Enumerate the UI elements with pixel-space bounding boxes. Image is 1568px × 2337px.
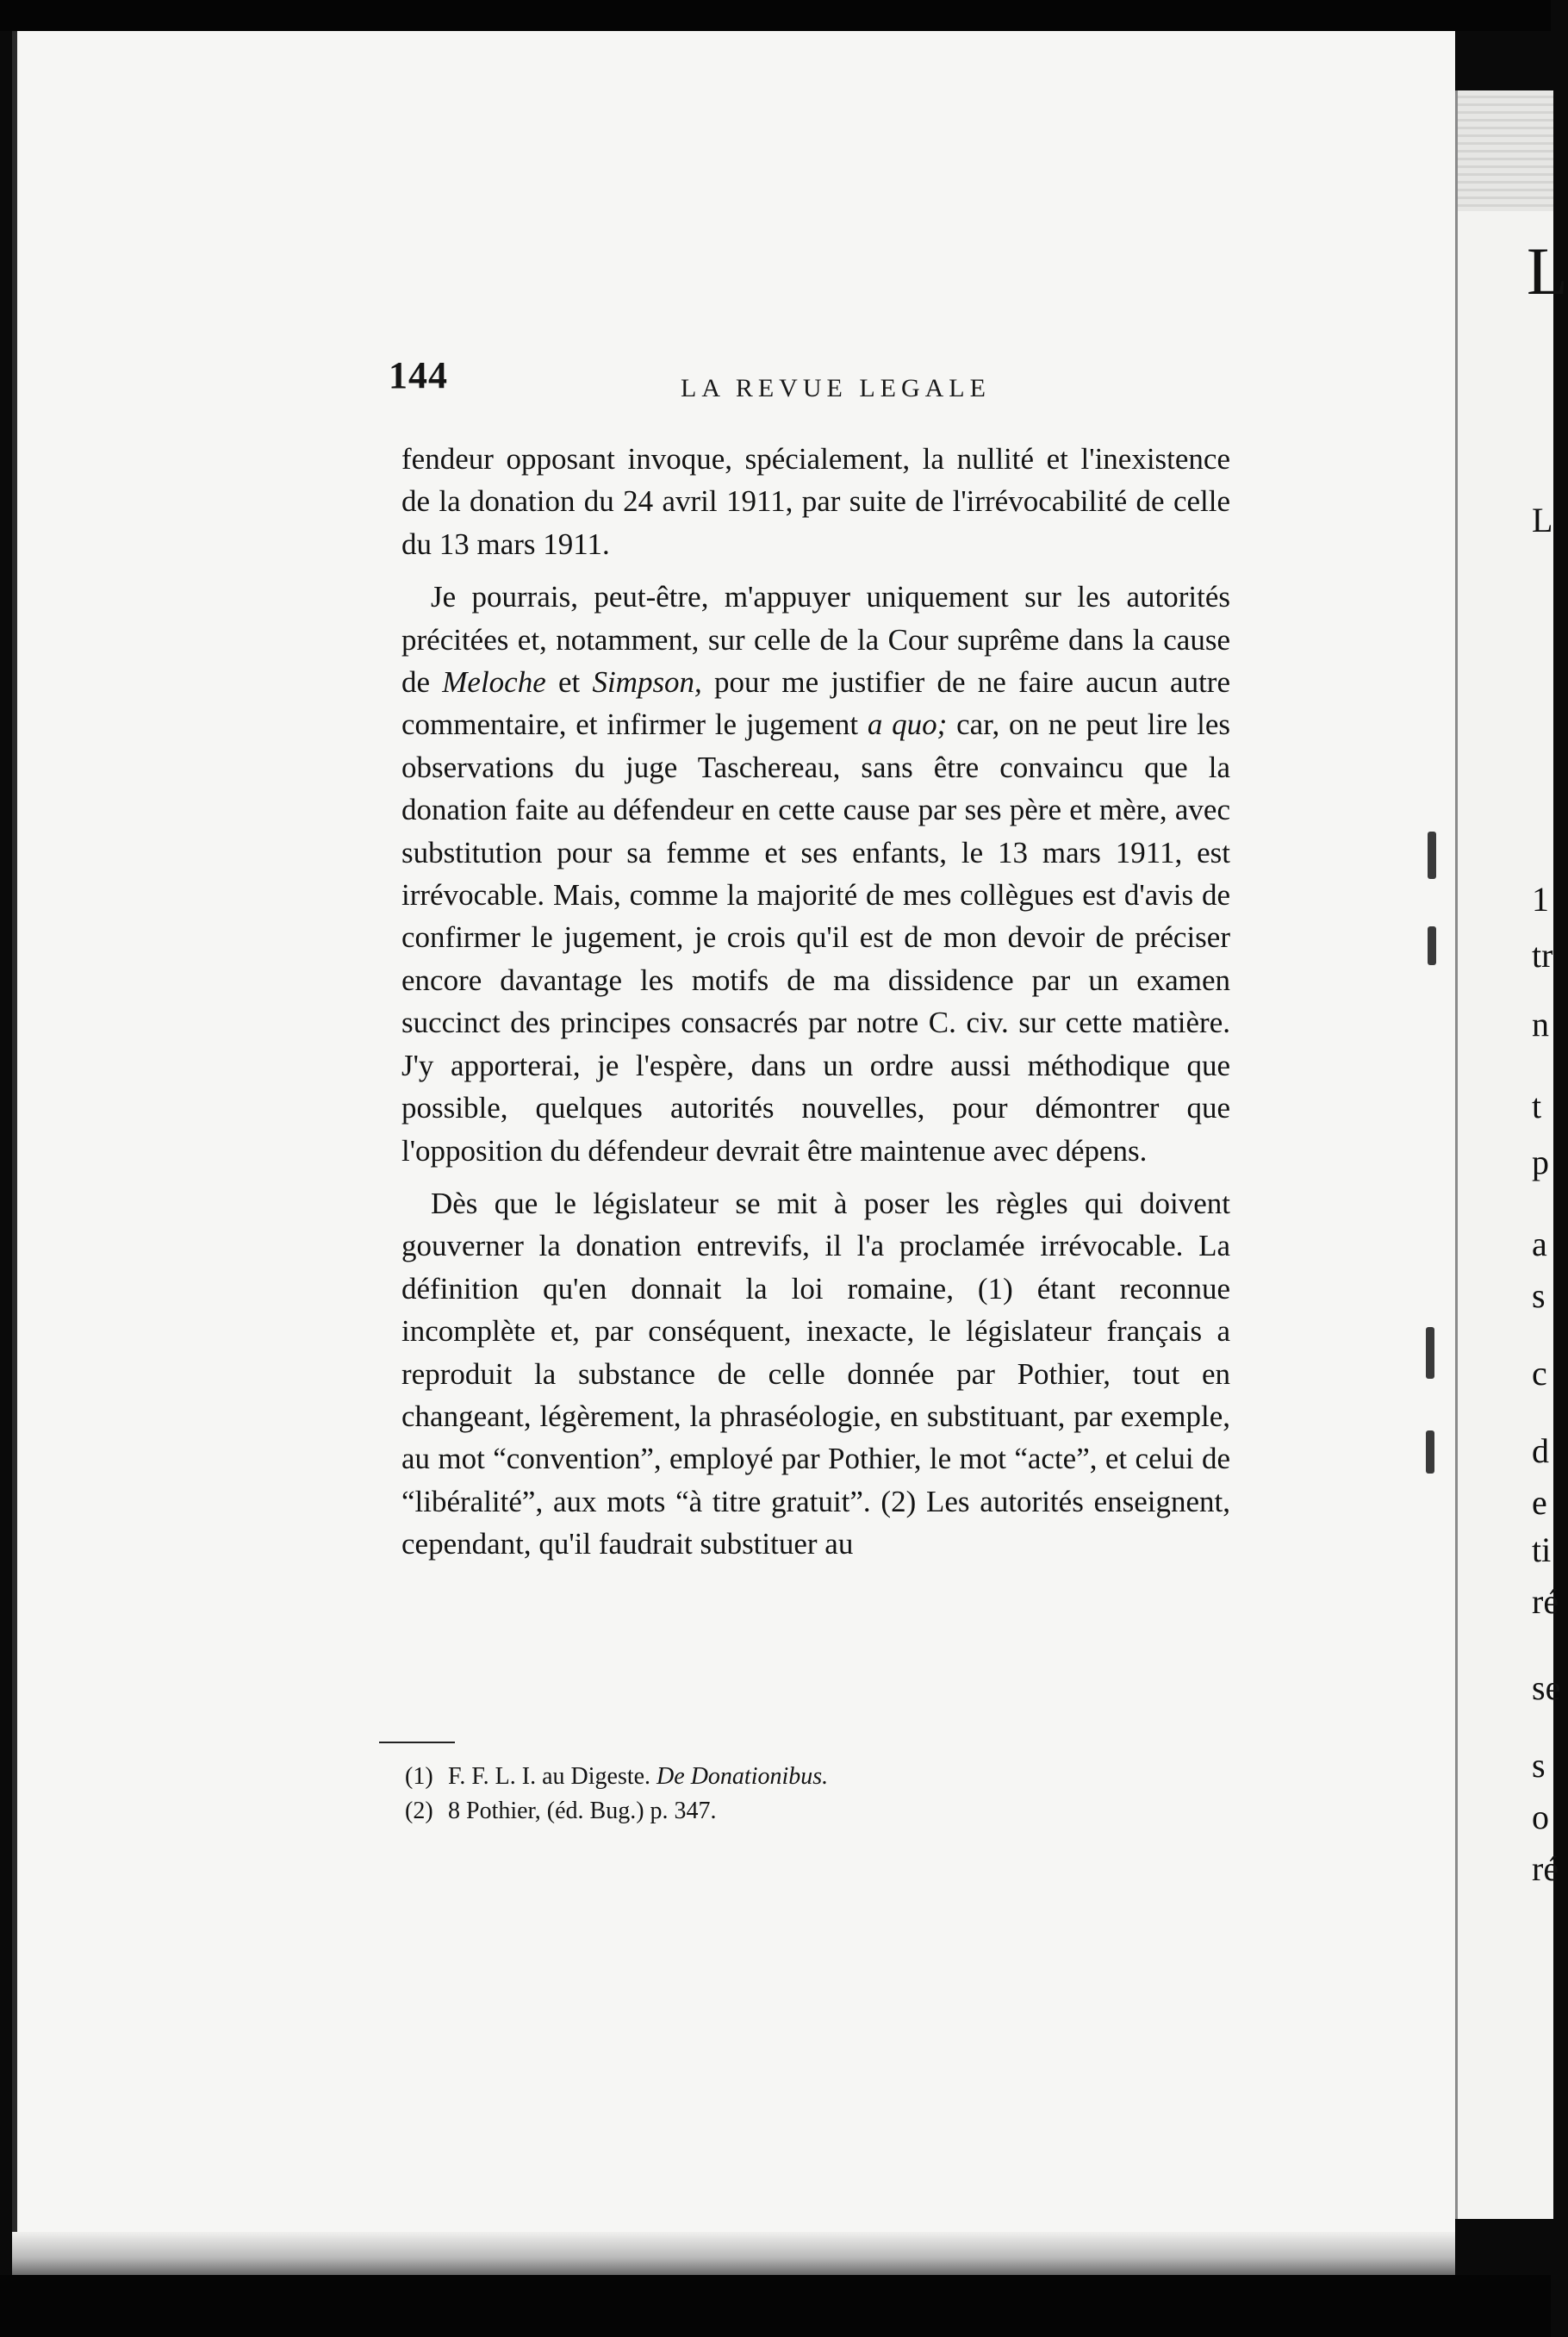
body-paragraph [401,438,1230,565]
adjacent-page-fragment: c [1532,1354,1547,1393]
adjacent-page-fragment: t [1532,1087,1542,1125]
adjacent-page-fragment: d [1532,1431,1549,1470]
binding-clip [1428,832,1436,879]
text-run: et [545,665,593,700]
adjacent-page-fragment: s [1532,1276,1546,1315]
body-text [401,438,1230,1576]
text-run: fendeur opposant invoque, spécialement, la nullité et l'inexistence de la donation du 24 avril 1911, par suite de l'irrévocabilité de celle du 13 mars 1911. [401,442,1230,561]
footnote-number: (1) [405,1763,433,1790]
page-number: 144 [389,354,448,396]
adjacent-page-fragment: s [1532,1746,1546,1785]
text-run: Je pourrais, peut-être, m'appuyer uniquement sur les autorités précitées et, notamment, sur celle de la Cour suprême dans la cause de [401,580,1230,700]
text-run: car, on ne peut lire les observations du juge Taschereau, sans être convaincu que la donation faite au défendeur en cette cause par ses père et mère, avec substitution pour sa femme et ses enfants, le 13 mars 1911, est irrévocable. Mais, comme la majorité de mes collègues est d'avis de confirmer le jugement, je crois qu'il est de mon devoir de préciser encore davantage les motifs de ma dissidence par un examen succinct des principes consacrés par notre C. civ. sur cette matière. J'y apporterai, je l'espère, dans un ordre aussi méthodique que possible, quelques autorités nouvelles, pour démontrer que l'opposition du défendeur devrait être maintenue avec dépens. [401,707,1231,1168]
adjacent-page-fragment: tr [1532,936,1553,975]
torn-paper-edge [1458,90,1553,211]
adjacent-page-fragment: L [1532,501,1553,539]
text-run: Dès que le législateur se mit à poser les règles qui doivent gouverner la donation entrevifs, il l'a proclamée irrévocable. La définition qu'en donnait la loi romaine, (1) étant reconnue incomplète et, par conséquent, inexacte, le législateur français a reproduit la substance de celle donnée par Pothier, tout en changeant, légèrement, la phraséologie, en substituant, par exemple, au mot “convention”, employé par Pothier, le mot “acte”, et celui de “libéralité”, aux mots “à titre gratuit”. (2) Les autorités enseignent, cependant, qu'il faudrait substituer au [401,1186,1230,1561]
adjacent-page-fragment: 1 [1532,880,1549,919]
page-bottom-shadow [12,2232,1455,2275]
footnote-divider [379,1742,455,1743]
binding-clip [1426,1430,1434,1474]
footnote-number: (2) [405,1798,433,1824]
italic-text-run: a quo; [867,707,948,742]
footnote [405,1794,1060,1829]
italic-text-run: Meloche [442,665,546,700]
footnote-text: 8 Pothier, (éd. Bug.) p. 347. [448,1798,717,1824]
scan-top-edge [0,0,1551,31]
binding-clip [1426,1327,1434,1379]
text-run: pour me justifier de ne faire aucun autre commentaire, et infirmer le jugement [401,665,1230,742]
adjacent-page-fragment: ré [1532,1582,1559,1621]
footnote-text: F. F. L. I. au Digeste. [448,1763,657,1790]
adjacent-page-strip [1455,90,1568,2219]
italic-text-run: Simpson, [592,665,702,700]
adjacent-page-fragment: o [1532,1798,1549,1836]
adjacent-page-fragment: e [1532,1483,1547,1522]
scan-bottom-edge [0,2275,1551,2337]
adjacent-page-fragment: n [1532,1005,1549,1044]
running-title: LA REVUE LEGALE [681,374,991,402]
footnote [405,1760,1060,1794]
adjacent-page-fragment: ti [1532,1530,1552,1569]
binding-clip [1428,926,1436,965]
adjacent-page-fragment: L [1527,234,1568,308]
adjacent-page-fragment: se [1532,1668,1561,1707]
adjacent-page-fragment: ré [1532,1849,1559,1888]
adjacent-page-fragment: p [1532,1143,1549,1181]
footnotes [405,1760,1060,1829]
body-paragraph [401,576,1230,1172]
body-paragraph [401,1182,1230,1566]
footnote-italic-text: De Donationibus. [656,1763,829,1790]
adjacent-page-fragment: a [1532,1225,1547,1263]
